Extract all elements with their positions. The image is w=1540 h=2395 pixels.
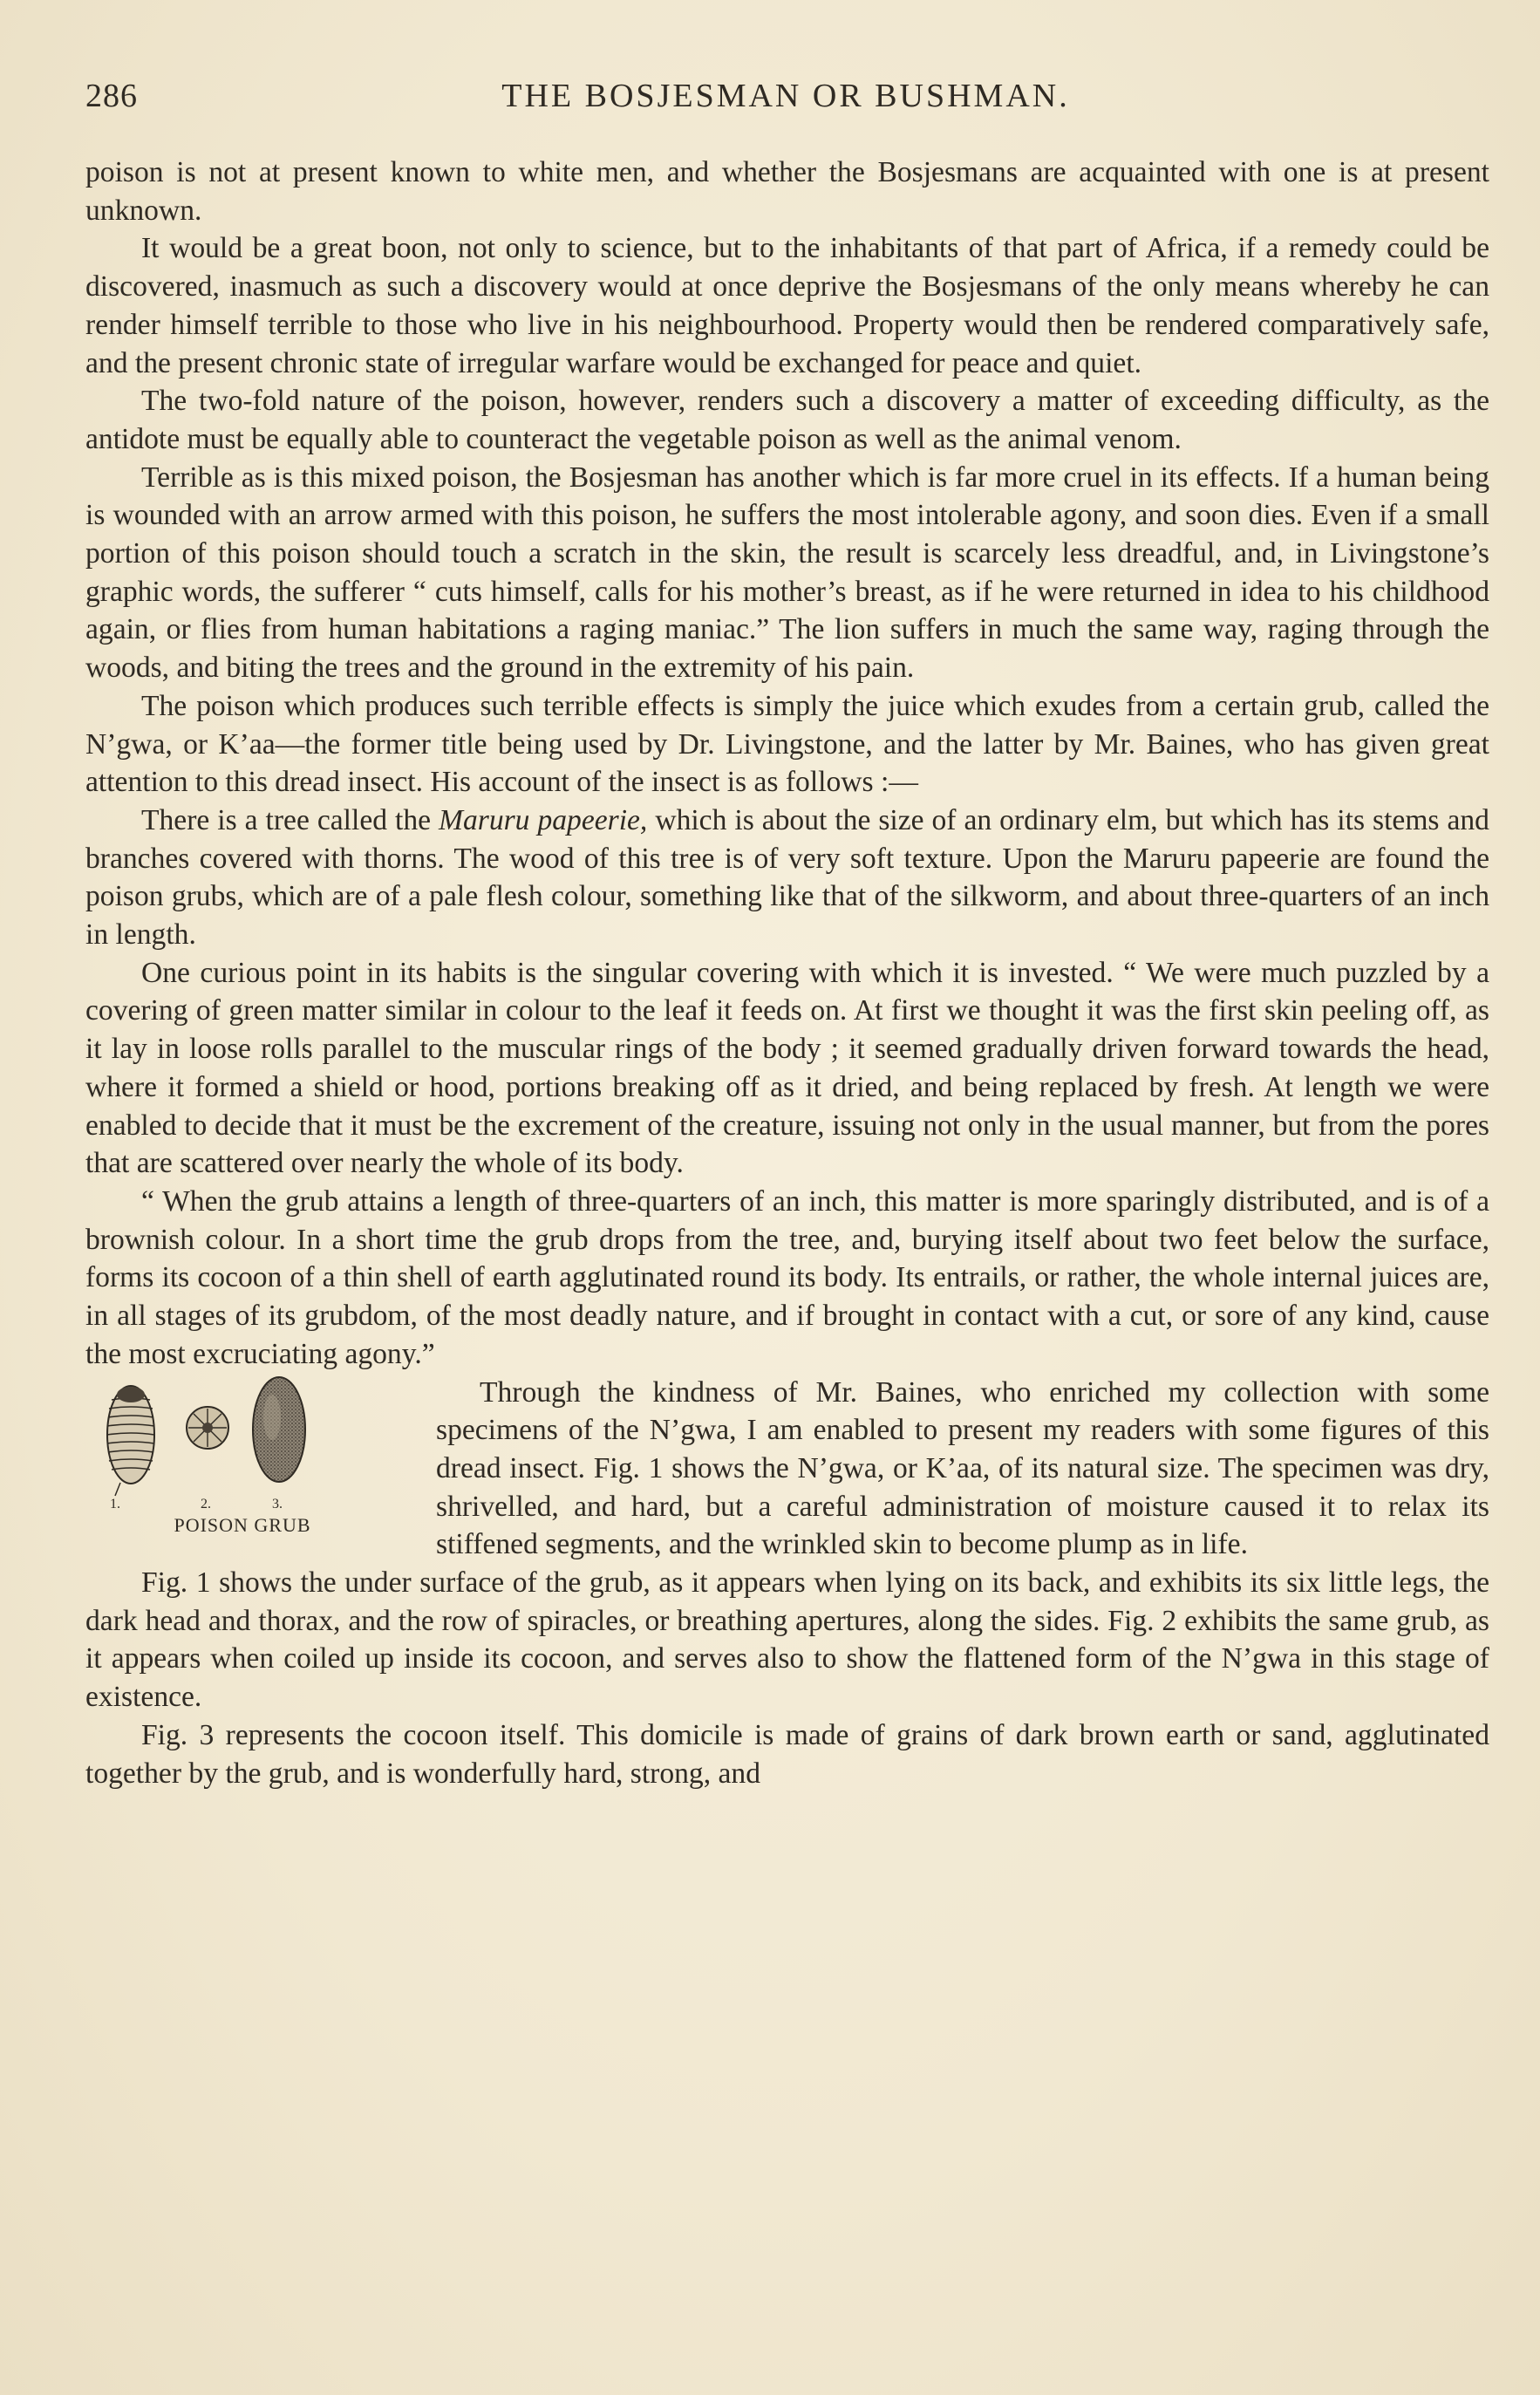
paragraph-7: “ When the grub attains a length of three-quarters of an inch, this matter is more sparingly distributed, and is of a brownish colour. In a short time the grub drops from the tree, and, burying itself about two feet below the surface, forms its cocoon of a thin shell of earth agglutinated round its body. Its entrails, or rather, the whole internal juices are, in all stages of its grubdom, of the most deadly nature, and if brought in contact with a cut, or sore of any kind, cause the most excruciating agony.” (85, 1184, 1489, 1370)
paragraph-0: poison is not at present known to white men, and whether the Bosjesmans are acquainted with one is at present unknown. (85, 156, 1489, 227)
paragraph-5 (85, 802, 1489, 954)
paragraph-2: The two-fold nature of the poison, however, renders such a discovery a matter of exceeding difficulty, as the antidote must be equally able to counteract the vegetable poison as well as the animal venom. (85, 385, 1489, 455)
figure-label-2: 2. (201, 1496, 211, 1511)
paragraph-3: Terrible as is this mixed poison, the Bosjesman has another which is far more cruel in its effects. If a human being is wounded with an arrow armed with this poison, he suffers the most intolerable agony, and soon dies. Even if a small portion of this poison should touch a scratch in the skin, the result is scarcely less dreadful, and, in Livingstone’s graphic words, the sufferer “ cuts himself, calls for his mother’s breast, as if he were returned in idea to his childhood again, or flies from human habitations a raging maniac.” The lion suffers in much the same way, raging through the woods, and biting the trees and the ground in the extremity of his pain. (85, 461, 1489, 685)
figure-caption: POISON GRUB (174, 1513, 311, 1536)
running-title: THE BOSJESMAN OR BUSHMAN. (501, 78, 1070, 114)
figure-label-1: 1. (110, 1496, 120, 1511)
paragraph-1: It would be a great boon, not only to science, but to the inhabitants of that part of Africa, if a remedy could be discovered, inasmuch as such a discovery would at once deprive the Bosjesmans of the only means whereby he can render himself terrible to those who live in his neighbourhood. Property would then be rendered comparatively safe, and the present chronic state of irregular warfare would be exchanged for peace and quiet. (85, 232, 1489, 379)
figure-1-grub-underside-icon (107, 1386, 154, 1496)
paragraph-8: Through the kindness of Mr. Baines, who enriched my collection with some specimens of the N’gwa, I am enabled to present my readers with some figures of this dread insect. Fig. 1 shows the N’gwa, or K’aa, of its natural size. The specimen was dry, shrivelled, and hard, but a careful administration of moisture caused it to relax its stiffened segments, and the wrinkled skin to become plump as in life. (436, 1375, 1489, 1561)
paragraph-10: Fig. 3 represents the cocoon itself. This domicile is made of grains of dark brown earth or sand, agglutinated together by the grub, and is wonderfully hard, strong, and (85, 1718, 1489, 1790)
figure-3-cocoon-icon (253, 1377, 305, 1482)
tree-name-italic: Maruru papeerie, (439, 803, 648, 836)
paragraph-5-start: There is a tree called the (141, 803, 439, 836)
figure-2-coiled-grub-icon (187, 1407, 228, 1449)
body-text (85, 154, 1489, 1792)
figure-label-3: 3. (272, 1496, 283, 1511)
paragraph-6: One curious point in its habits is the singular covering with which it is invested. “ We were much puzzled by a covering of green matter similar in colour to the leaf it feeds on. At first we thought it was the first skin peeling off, as it lay in loose rolls parallel to the muscular rings of the body ; it seemed gradually driven forward towards the head, where it formed a shield or hood, portions breaking off as it dried, and being replaced by fresh. At length we were enabled to decide that it must be the excrement of the creature, issuing not only in the usual manner, but from the pores that are scattered over nearly the whole of its body. (85, 956, 1489, 1180)
paragraph-5-end: which is about the size of an ordinary elm, but which has its stems and branches covered with thorns. The wood of this tree is of very soft texture. Upon the Maruru papeerie are found the poison grubs, which are of a pale flesh colour, something like that of the silkworm, and about three-quarters of an inch in length. (85, 803, 1489, 952)
page-number: 286 (85, 78, 138, 114)
page-header (85, 77, 1486, 126)
grub-illustration (85, 1374, 436, 1505)
paragraph-9: Fig. 1 shows the under surface of the grub, as it appears when lying on its back, and exhibits its six little legs, the dark head and thorax, and the row of spiracles, or breathing apertures, along the sides. Fig. 2 exhibits the same grub, as it appears when coiled up inside its cocoon, and serves also to show the flattened form of the N’gwa in this stage of existence. (85, 1566, 1489, 1714)
poison-grub-figure (85, 1374, 436, 1536)
paragraph-4: The poison which produces such terrible effects is simply the juice which exudes from a certain grub, called the N’gwa, or K’aa—the former title being used by Dr. Livingstone, and the latter by Mr. Baines, who has given great attention to this dread insect. His account of the insect is as follows :— (85, 689, 1489, 799)
